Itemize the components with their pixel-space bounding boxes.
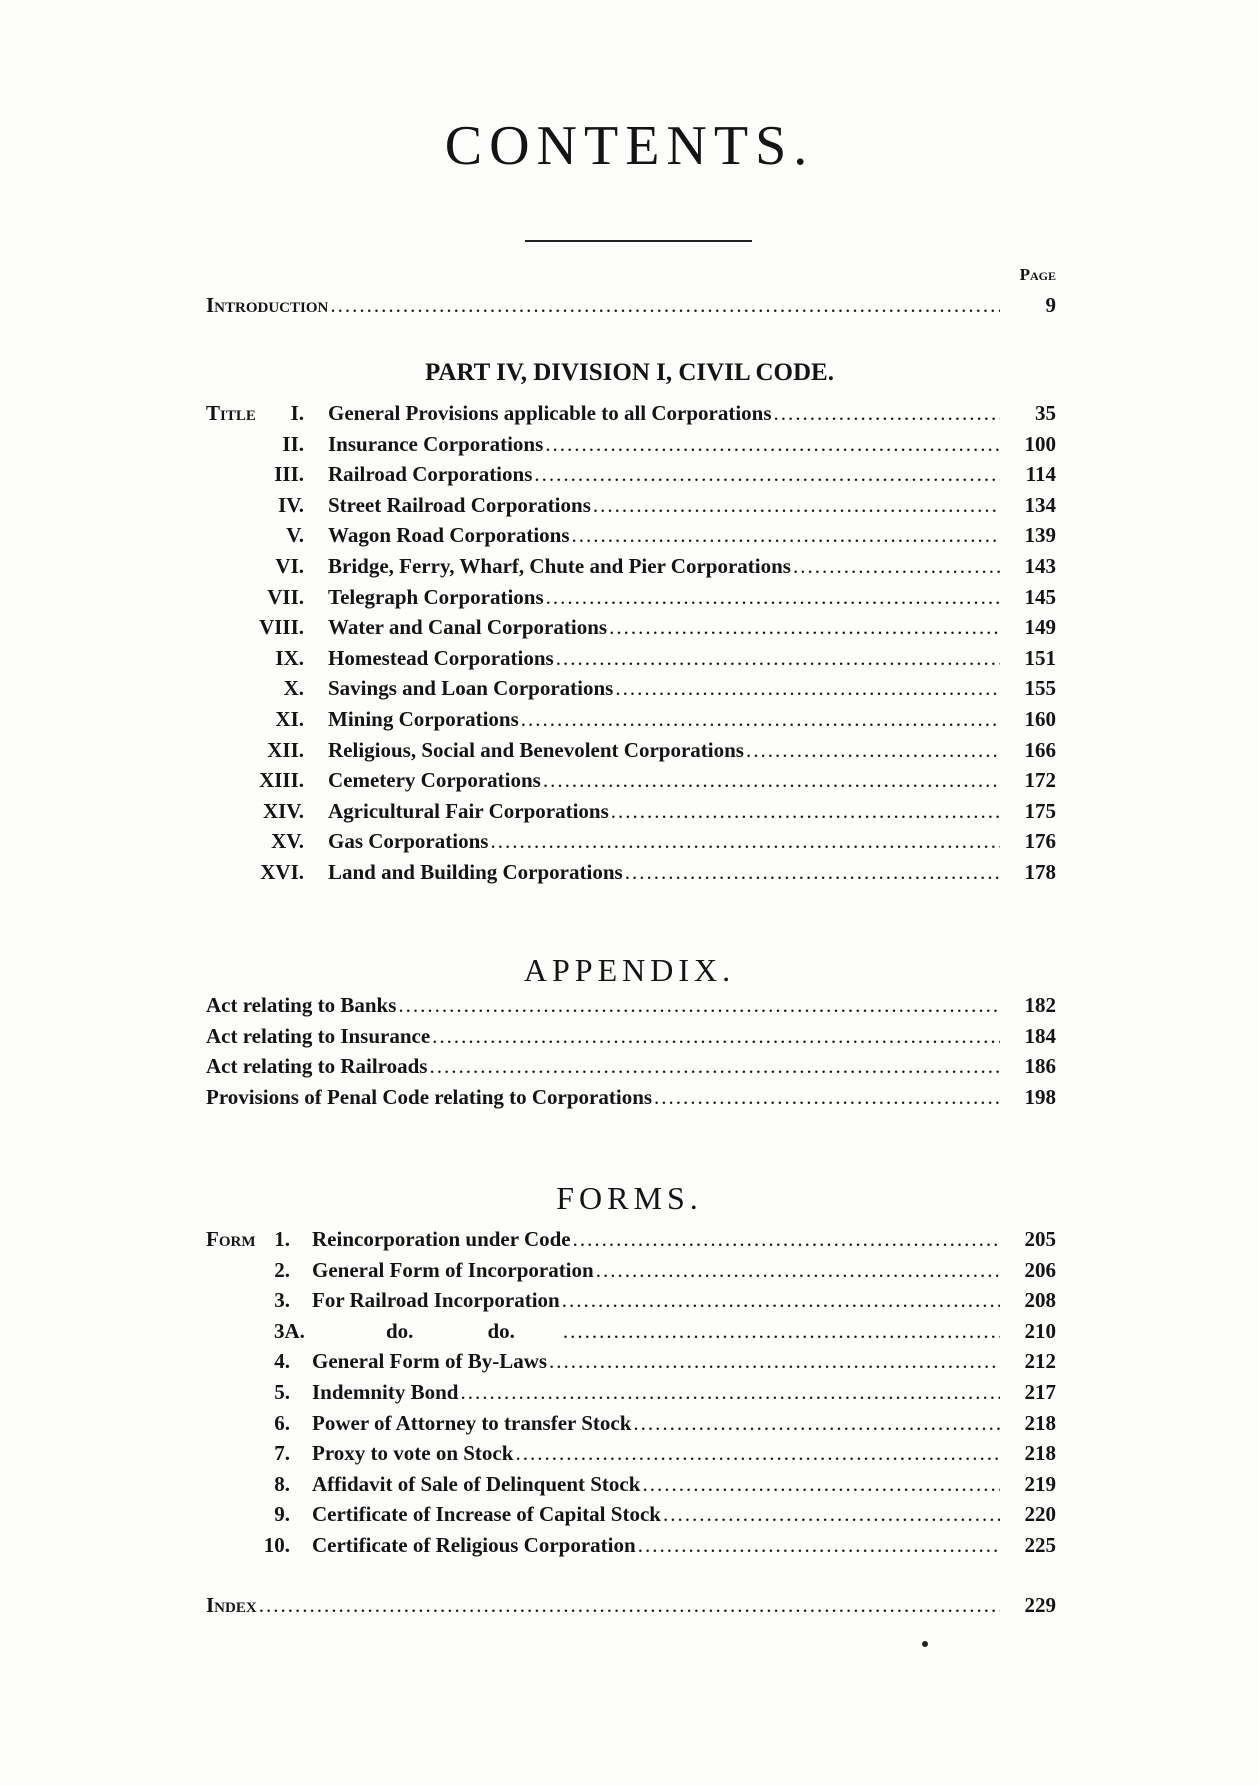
- toc-entry-form[interactable]: [206, 1469, 1056, 1499]
- leader-dots: [607, 612, 1000, 642]
- leader-dots: [570, 520, 1000, 550]
- entry-number: III.: [274, 462, 304, 487]
- appendix-heading: APPENDIX.: [523, 952, 736, 988]
- entry-label: Cemetery Corporations: [328, 768, 541, 793]
- entry-label: Mining Corporations: [328, 707, 519, 731]
- entry-line: [328, 826, 1000, 856]
- entry-page: 176: [1024, 829, 1056, 854]
- entry-line: [312, 1224, 1000, 1254]
- entry-number: II.: [282, 431, 304, 456]
- toc-entry-form[interactable]: [206, 1316, 1056, 1346]
- entry-page: 143: [1024, 554, 1056, 578]
- entry-label: Gas Corporations: [328, 829, 489, 854]
- entry-page: 155: [1024, 676, 1056, 701]
- entry-number: 2.: [274, 1257, 290, 1282]
- entry-prefix: Form: [206, 1227, 256, 1251]
- entry-line: [206, 1082, 1000, 1112]
- entry-page: 184: [1024, 1023, 1056, 1048]
- entry-page: 151: [1024, 645, 1056, 670]
- entry-page: 175: [1024, 798, 1056, 823]
- entry-label: Savings and Loan Corporations: [328, 676, 614, 701]
- entry-number: 8.: [274, 1471, 290, 1496]
- leader-dots: [561, 1316, 1000, 1346]
- leader-dots: [631, 1408, 1000, 1438]
- entry-label: Railroad Corporations: [328, 462, 533, 487]
- entry-page: 186: [1024, 1054, 1056, 1079]
- entry-page: 139: [1024, 523, 1056, 548]
- entry-page: 208: [1024, 1288, 1056, 1313]
- entry-line: [328, 612, 1000, 642]
- entry-line: [328, 398, 1000, 428]
- entry-number: 9.: [274, 1502, 290, 1527]
- entry-page: 212: [1024, 1349, 1056, 1374]
- entry-label: Homestead Corporations: [328, 645, 554, 670]
- entry-number: 3.: [274, 1288, 290, 1313]
- entry-page: 225: [1024, 1533, 1056, 1557]
- leader-dots: [430, 1021, 1000, 1051]
- entry-line: [328, 551, 1000, 581]
- entry-number: IV.: [278, 492, 304, 517]
- toc-entry-title[interactable]: [206, 704, 1056, 734]
- entry-line: [328, 643, 1000, 673]
- forms-heading: FORMS.: [556, 1180, 703, 1216]
- toc-entry-form[interactable]: [206, 1530, 1056, 1560]
- entry-line: [312, 1285, 1000, 1315]
- entry-label: Agricultural Fair Corporations: [328, 798, 609, 823]
- print-speck: [922, 1641, 928, 1647]
- leader-dots: [609, 796, 1000, 826]
- entry-page: 229: [1024, 1593, 1056, 1617]
- entry-page: 210: [1024, 1318, 1056, 1343]
- entry-number: VI.: [275, 554, 304, 578]
- entry-label: Wagon Road Corporations: [328, 523, 570, 548]
- entry-label: Act relating to Railroads: [206, 1054, 428, 1079]
- leader-dots: [652, 1082, 1000, 1112]
- entry-line: [328, 520, 1000, 550]
- leader-dots: [744, 735, 1000, 765]
- entry-page: 134: [1024, 492, 1056, 517]
- entry-page: 220: [1024, 1502, 1056, 1527]
- entry-label: Certificate of Religious Corporation: [312, 1533, 636, 1557]
- entry-prefix: Title: [206, 401, 256, 425]
- toc-entry-title[interactable]: [206, 612, 1056, 642]
- toc-entry-form[interactable]: [206, 1346, 1056, 1376]
- leader-dots: [458, 1377, 1000, 1407]
- entry-line: [328, 857, 1000, 887]
- entry-label-ditto: do.: [487, 1318, 515, 1343]
- toc-entry-appendix[interactable]: [206, 1082, 1056, 1112]
- toc-entry-appendix[interactable]: [206, 1021, 1056, 1051]
- entry-label: Index: [206, 1593, 257, 1617]
- leader-dots: [640, 1469, 1000, 1499]
- entry-page: 217: [1024, 1380, 1056, 1404]
- entry-page: 114: [1025, 462, 1056, 487]
- entry-page: 160: [1024, 707, 1056, 731]
- entry-label: For Railroad Incorporation: [312, 1288, 560, 1313]
- entry-line: [312, 1469, 1000, 1499]
- toc-entry-form[interactable]: [206, 1285, 1056, 1315]
- toc-entry-title[interactable]: [206, 398, 1056, 428]
- leader-dots: [257, 1590, 1000, 1620]
- entry-label: Act relating to Insurance: [206, 1023, 431, 1048]
- toc-entry-form[interactable]: [206, 1377, 1056, 1407]
- entry-number: 3A.: [274, 1318, 305, 1343]
- entry-label: do.: [386, 1318, 414, 1343]
- toc-entry-introduction[interactable]: [206, 290, 1056, 320]
- entry-label: Water and Canal Corporations: [328, 615, 608, 640]
- leader-dots: [791, 551, 1000, 581]
- entry-number: X.: [283, 676, 304, 701]
- entry-line: [328, 673, 1000, 703]
- leader-dots: [636, 1530, 1000, 1560]
- entry-number: IX.: [275, 645, 304, 670]
- entry-label: General Form of Incorporation: [312, 1257, 594, 1282]
- entry-line: [328, 490, 1000, 520]
- entry-label: Reincorporation under Code: [312, 1227, 571, 1251]
- toc-entry-appendix[interactable]: [206, 1051, 1056, 1081]
- entry-label: Affidavit of Sale of Delinquent Stock: [312, 1471, 641, 1496]
- toc-entry-title[interactable]: [206, 459, 1056, 489]
- toc-entry-title[interactable]: [206, 643, 1056, 673]
- entry-line: [312, 1377, 1000, 1407]
- leader-dots: [594, 1255, 1000, 1285]
- entry-label: Telegraph Corporations: [328, 584, 544, 609]
- toc-entry-title[interactable]: [206, 582, 1056, 612]
- entry-page: 198: [1024, 1084, 1056, 1109]
- entry-number: VII.: [267, 584, 304, 609]
- leader-dots: [661, 1499, 1000, 1529]
- toc-entry-title[interactable]: [206, 673, 1056, 703]
- entry-line: [206, 1021, 1000, 1051]
- entry-line: [312, 1530, 1000, 1560]
- entry-line: [328, 459, 1000, 489]
- toc-entry-form[interactable]: [206, 1438, 1056, 1468]
- leader-dots: [623, 857, 1000, 887]
- entry-number: XVI.: [260, 860, 304, 884]
- entry-page: 166: [1024, 737, 1056, 762]
- leader-dots: [532, 459, 1000, 489]
- entry-number: 7.: [274, 1441, 290, 1466]
- entry-number: V.: [286, 523, 304, 548]
- leader-dots: [396, 990, 1000, 1020]
- entry-line: [312, 1346, 1000, 1376]
- entry-line: [328, 796, 1000, 826]
- entry-label: Certificate of Increase of Capital Stock: [312, 1502, 661, 1527]
- entry-label: General Provisions applicable to all Corporations: [328, 401, 772, 425]
- leader-dots: [543, 429, 1000, 459]
- entry-line: [312, 1438, 1000, 1468]
- entry-number: 4.: [274, 1349, 290, 1374]
- leader-dots: [772, 398, 1000, 428]
- entry-line: [312, 1255, 1000, 1285]
- entry-line: [328, 704, 1000, 734]
- entry-page: 205: [1024, 1227, 1056, 1251]
- toc-entry-form[interactable]: [206, 1255, 1056, 1285]
- entry-page: 206: [1024, 1257, 1056, 1282]
- part-heading: PART IV, DIVISION I, CIVIL CODE.: [425, 359, 834, 386]
- leader-dots: [488, 826, 1000, 856]
- entry-line: [328, 735, 1000, 765]
- leader-dots: [571, 1224, 1000, 1254]
- entry-number: XII.: [267, 737, 304, 762]
- toc-entry-title[interactable]: [206, 429, 1056, 459]
- entry-number: 6.: [274, 1410, 290, 1435]
- entry-line: [312, 1499, 1000, 1529]
- toc-entry-title[interactable]: [206, 520, 1056, 550]
- entry-label: Religious, Social and Benevolent Corporations: [328, 737, 744, 762]
- entry-number: 1.: [274, 1227, 290, 1251]
- entry-number: 5.: [274, 1380, 290, 1404]
- label-gap: [515, 1316, 561, 1346]
- leader-dots: [328, 290, 1000, 320]
- leader-dots: [513, 1438, 1000, 1468]
- leader-dots: [547, 1346, 1000, 1376]
- page-column-header: Page: [1019, 265, 1056, 284]
- entry-page: 182: [1024, 993, 1056, 1017]
- toc-entry-index[interactable]: [206, 1590, 1056, 1620]
- entry-line: [206, 1051, 1000, 1081]
- leader-dots: [541, 765, 1000, 795]
- toc-entry-form[interactable]: [206, 1499, 1056, 1529]
- entry-label: Provisions of Penal Code relating to Corporations: [206, 1084, 653, 1109]
- entry-number: XI.: [275, 707, 304, 731]
- entry-line: [328, 582, 1000, 612]
- entry-label: Bridge, Ferry, Wharf, Chute and Pier Corporations: [328, 554, 791, 578]
- label-gap: [413, 1316, 487, 1346]
- entry-page: 35: [1035, 401, 1056, 425]
- leader-dots: [519, 704, 1000, 734]
- toc-entry-title[interactable]: [206, 796, 1056, 826]
- entry-label: Insurance Corporations: [328, 431, 544, 456]
- entry-line: [328, 765, 1000, 795]
- toc-entry-title[interactable]: [206, 765, 1056, 795]
- entry-number: 10.: [263, 1533, 290, 1557]
- toc-entry-title[interactable]: [206, 490, 1056, 520]
- toc-entry-title[interactable]: [206, 551, 1056, 581]
- entry-page: 219: [1024, 1471, 1056, 1496]
- toc-entry-appendix[interactable]: [206, 990, 1056, 1020]
- entry-line: [312, 1408, 1000, 1438]
- leader-dots: [613, 673, 1000, 703]
- toc-entry-form[interactable]: [206, 1224, 1056, 1254]
- entry-page: 172: [1024, 768, 1056, 793]
- toc-entry-title[interactable]: [206, 735, 1056, 765]
- entry-page: 149: [1024, 615, 1056, 640]
- entry-page: 218: [1024, 1441, 1056, 1466]
- entry-number: I.: [290, 401, 304, 425]
- entry-label: Indemnity Bond: [312, 1380, 459, 1404]
- entry-label: Proxy to vote on Stock: [312, 1441, 514, 1466]
- entry-number: XIV.: [262, 798, 304, 823]
- entry-page: 178: [1024, 860, 1056, 884]
- entry-label: Power of Attorney to transfer Stock: [312, 1410, 632, 1435]
- entry-page: 145: [1024, 584, 1056, 609]
- entry-number: VIII.: [259, 615, 304, 640]
- leader-dots: [544, 582, 1000, 612]
- title-rule: [525, 240, 752, 242]
- entry-page: 218: [1024, 1410, 1056, 1435]
- entry-label: Introduction: [206, 293, 329, 317]
- toc-entry-title[interactable]: [206, 826, 1056, 856]
- leader-dots: [560, 1285, 1000, 1315]
- leader-dots: [554, 643, 1000, 673]
- entry-label: General Form of By-Laws: [312, 1349, 548, 1374]
- entry-label: Land and Building Corporations: [328, 860, 623, 884]
- leader-dots: [591, 490, 1000, 520]
- entry-line: [328, 429, 1000, 459]
- entry-page: 100: [1024, 431, 1056, 456]
- page-title: CONTENTS.: [444, 115, 815, 177]
- leader-dots: [427, 1051, 1000, 1081]
- entry-page: 9: [1045, 293, 1056, 317]
- entry-label: Act relating to Banks: [206, 993, 397, 1017]
- toc-entry-title[interactable]: [206, 857, 1056, 887]
- entry-line: [312, 1316, 1000, 1346]
- entry-number: XV.: [271, 829, 304, 854]
- toc-entry-form[interactable]: [206, 1408, 1056, 1438]
- entry-line: [206, 990, 1000, 1020]
- entry-label: Street Railroad Corporations: [328, 492, 591, 517]
- entry-number: XIII.: [259, 768, 304, 793]
